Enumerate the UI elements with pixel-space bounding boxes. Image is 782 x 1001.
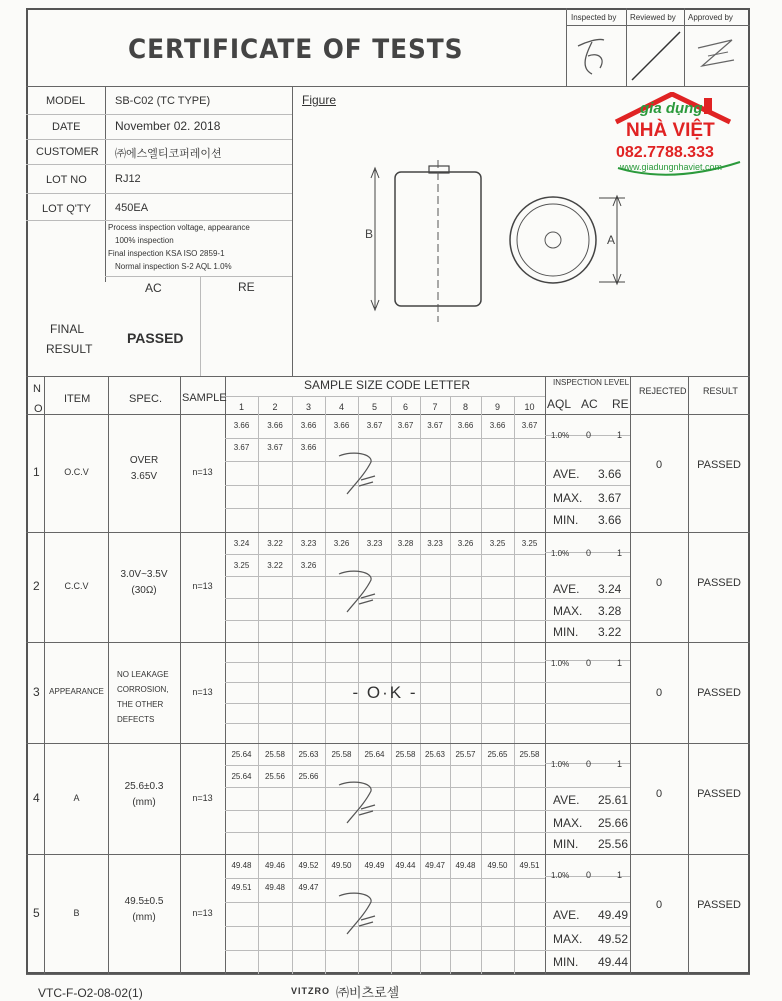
row-spec: 49.5±0.5 [124,896,164,907]
reviewed-by-label: Reviewed by [630,13,676,22]
row-item: O.C.V [64,467,89,477]
ave-label: AVE. [553,908,580,922]
ac-value: 0 [586,430,592,440]
lot-no-label: LOT NO [46,174,87,186]
inspector-signature [570,32,624,82]
row-spec: NO LEAKAGE [117,670,169,679]
grid-line [225,508,545,509]
sample-column-header: 4 [338,402,344,412]
sample-value: 49.44 [395,861,416,870]
row-spec: OVER [129,455,159,466]
approver-signature [688,30,748,82]
max-label: MAX. [553,932,583,946]
sample-value: 3.66 [489,421,506,430]
grid-line [545,926,630,927]
sample-value: 3.66 [333,421,350,430]
page-title: CERTIFICATE OF TESTS [128,34,464,65]
aql-value: 1.0% [551,659,570,668]
grid-line [545,902,630,903]
max-value: 25.66 [598,816,629,830]
reviewer-signature [628,28,684,84]
grid-line [225,438,545,439]
grid-line [225,810,545,811]
company-mark: VITZRO [291,986,330,996]
re-value: 1 [617,548,623,558]
final-label: RESULT [46,342,93,356]
grid-line [225,703,545,704]
grid-line [545,832,630,833]
grid-line [545,508,630,509]
grid-line [545,950,630,951]
sample-value: 3.25 [521,539,538,548]
approval-divider [566,8,567,86]
sample-value: 3.28 [397,539,414,548]
row-item: A [73,792,80,803]
grid-line [225,723,545,724]
info-row-line [26,139,292,140]
sample-value: 3.67 [521,421,538,430]
inspection-level-header: INSPECTION LEVEL [553,378,630,387]
grid-line [225,598,545,599]
aql-value: 1.0% [551,431,570,440]
sample-value: 3.66 [457,421,474,430]
info-divider [105,86,106,282]
re-label: RE [238,280,255,294]
sample-value: 25.64 [364,750,385,759]
sample-value: 3.26 [457,539,474,548]
sample-value: 3.25 [489,539,506,548]
info-row-line [26,193,292,194]
aql-value: 1.0% [551,871,570,880]
row-border [26,854,750,855]
row-number: 2 [33,579,40,593]
row-spec: CORROSION, [117,685,169,694]
sample-value: 25.56 [264,772,286,781]
sample-value: 3.25 [233,561,250,570]
row-number: 1 [33,465,40,479]
watermark-url: www.giadungnhaviet.com [620,162,723,172]
date-label: DATE [52,121,81,133]
grid-line [545,810,630,811]
lot-qty-label: LOT Q'TY [42,203,91,215]
ac-value: 0 [586,658,592,668]
approval-divider [566,25,750,26]
ave-label: AVE. [553,582,580,596]
grid-line [545,723,630,724]
result-value: PASSED [697,687,741,699]
ave-value: 3.66 [598,467,622,481]
item-header: ITEM [64,393,91,405]
row-border [26,642,750,643]
grid-line [225,765,545,766]
grid-line [225,902,545,903]
min-value: 3.22 [598,625,622,639]
dim-b-label: B [365,227,374,241]
row-spec: DEFECTS [117,715,155,724]
ac-value: 0 [586,870,592,880]
rejected-value: 0 [655,459,663,471]
sample-value: 3.67 [366,421,383,430]
sample-value: 3.23 [366,539,383,548]
row-sample: n=13 [192,686,213,697]
sample-value: 25.58 [264,750,286,759]
sample-value: 49.49 [364,861,385,870]
row-item: B [73,908,80,918]
re-value: 1 [617,430,623,440]
final-result: PASSED [127,330,184,346]
result-value: PASSED [697,899,741,911]
grid-line [545,682,630,683]
sample-value: 3.67 [233,443,250,452]
document-number: VTC-F-O2-08-02(1) [38,986,143,1000]
sample-value: 3.67 [427,421,443,430]
no-header: O [34,403,43,415]
max-value: 3.28 [598,604,622,618]
min-label: MIN. [553,955,579,969]
grid-line [225,950,545,951]
col-line [44,376,45,974]
col-line [545,376,546,974]
row-number: 3 [33,684,40,699]
process-note: Normal inspection S-2 AQL 1.0% [115,262,232,271]
info-row-line [26,164,292,165]
sample-value: 25.58 [519,750,540,759]
sample-value: 3.26 [333,539,350,548]
lot-qty-value: 450EA [115,202,149,214]
company-name: ㈜비츠로셀 [336,985,400,1000]
max-value: 3.67 [598,491,622,505]
grid-line [545,620,630,621]
grid-line [225,832,545,833]
final-divider [200,276,201,376]
grid-line [225,576,545,577]
approval-divider [626,8,627,86]
model-value: SB-C02 (TC TYPE) [115,95,211,107]
info-row-line [26,114,292,115]
sample-value: 49.50 [487,861,508,870]
ave-label: AVE. [553,467,580,481]
row-border [26,532,750,533]
sample-value: 3.23 [427,539,443,548]
sample-value: 3.22 [267,561,283,570]
sample-value: 3.66 [233,421,250,430]
max-label: MAX. [553,816,583,830]
sample-value: 49.47 [424,861,446,870]
grid-line [545,598,630,599]
sample-column-header: 7 [432,402,438,412]
row-spec: (mm) [132,796,156,808]
sample-value: 3.67 [267,443,283,452]
row-sample: n=13 [192,792,213,803]
sample-column-header: 1 [238,402,244,412]
sample-value: 25.66 [298,772,319,781]
sample-column-header: 9 [494,402,500,412]
result-value: PASSED [697,577,741,589]
max-label: MAX. [553,604,583,618]
checkmark-signature [335,568,385,618]
watermark-logo [612,92,742,178]
grid-line [545,787,630,788]
sample-value: 3.23 [300,539,317,548]
row-sample: n=13 [192,581,213,591]
info-row-line [26,220,292,221]
aql-header: AQL [547,397,572,411]
rejected-value: 0 [655,577,663,589]
re-value: 1 [617,658,623,668]
rejected-header: REJECTED [639,386,687,396]
sample-column-header: 8 [462,402,468,412]
grid-line [225,461,545,462]
ac-value: 0 [586,759,592,769]
row-spec: THE OTHER [117,700,164,709]
rejected-value: 0 [655,899,663,911]
min-value: 49.44 [598,955,629,969]
ave-label: AVE. [553,793,580,807]
result-header: RESULT [703,386,738,396]
row-item: APPEARANCE [49,686,104,696]
re-header: RE [612,397,629,411]
row-border [26,743,750,744]
sample-value: 49.51 [231,883,252,892]
header-bottom-line [26,414,750,415]
row-sample: n=13 [192,467,213,477]
re-value: 1 [617,870,623,880]
sample-value: 49.52 [298,861,319,870]
result-value: PASSED [697,459,741,471]
sample-value: 49.51 [519,861,540,870]
sample-column-header: 2 [272,402,278,412]
ac-label: AC [145,281,162,295]
battery-figure [355,160,645,330]
checkmark-signature [335,779,385,829]
row-spec: 3.65V [130,471,158,482]
ok-stamp: - O·K - [352,682,418,702]
date-value: November 02. 2018 [115,119,221,133]
grid-line [225,926,545,927]
final-label: FINAL [50,322,85,336]
sample-value: 3.26 [300,561,317,570]
grid-line [225,878,545,879]
grid-line [545,485,630,486]
sample-value: 49.46 [264,861,286,870]
checkmark-signature [335,890,385,940]
grid-line [225,662,545,663]
sample-header: SAMPLE [182,392,227,404]
row-spec: (30Ω) [131,585,157,596]
max-value: 49.52 [598,932,629,946]
grid-line [545,703,630,704]
min-label: MIN. [553,837,579,851]
sample-value: 3.22 [267,539,283,548]
sample-value: 49.48 [455,861,476,870]
row-border [26,974,750,975]
no-header: N [33,383,41,395]
sample-value: 25.57 [455,750,476,759]
rejected-value: 0 [655,687,663,699]
sample-value: 3.66 [300,421,317,430]
figure-label: Figure [302,93,337,107]
min-label: MIN. [553,625,579,639]
grid-line [545,576,630,577]
min-value: 3.66 [598,513,622,527]
sample-value: 49.47 [298,883,319,892]
aql-value: 1.0% [551,760,570,769]
row-spec: (mm) [132,912,156,923]
sample-value: 3.67 [397,421,414,430]
row-spec: 25.6±0.3 [124,780,164,792]
figure-divider [292,86,293,376]
sample-value: 25.63 [424,750,446,759]
sample-value: 3.66 [300,443,317,452]
process-note: Process inspection voltage, appearance [108,223,250,232]
customer-value: ㈜에스엘티코퍼레이션 [115,148,222,160]
customer-label: CUSTOMER [36,146,99,158]
dim-a-label: A [607,233,616,247]
process-note: Final inspection KSA ISO 2859-1 [108,249,225,258]
watermark-phone: 082.7788.333 [616,144,714,161]
model-label: MODEL [46,95,86,107]
ave-value: 49.49 [598,908,629,922]
sample-value: 25.58 [395,750,416,759]
sample-value: 49.48 [231,861,252,870]
sample-column-header: 10 [524,402,535,412]
watermark-line1: gia dụng [640,100,703,117]
row-item: C.C.V [64,581,89,591]
sample-value: 25.65 [487,750,508,759]
header-divider [26,86,750,87]
checkmark-signature [335,450,385,500]
col-line [180,376,181,974]
table-top-border [26,376,750,377]
result-value: PASSED [697,788,741,800]
sample-value: 49.50 [331,861,352,870]
sample-value: 25.58 [331,750,352,759]
row-spec: 3.0V~3.5V [120,569,168,580]
re-value: 1 [617,759,623,769]
spec-header: SPEC. [129,393,163,405]
max-label: MAX. [553,491,583,505]
grid-line [225,620,545,621]
inspected-by-label: Inspected by [571,13,617,22]
header-sub-line [225,396,545,397]
aql-value: 1.0% [551,549,570,558]
info-row-line [105,276,292,277]
lot-no-value: RJ12 [115,173,141,185]
row-number: 4 [33,790,40,805]
sample-value: 25.63 [298,750,319,759]
ave-value: 3.24 [598,582,622,596]
min-label: MIN. [553,513,579,527]
ac-value: 0 [586,548,592,558]
ac-header: AC [581,397,598,411]
ave-value: 25.61 [598,793,629,807]
sample-value: 3.24 [233,539,250,548]
min-value: 25.56 [598,837,629,851]
sample-column-header: 5 [371,402,377,412]
grid-line [545,461,630,462]
rejected-value: 0 [655,788,663,800]
approved-by-label: Approved by [688,13,733,22]
sample-value: 25.64 [231,750,252,759]
sample-value: 3.66 [267,421,283,430]
grid-line [225,554,545,555]
row-number: 5 [33,906,40,920]
sample-value: 25.64 [231,772,252,781]
approval-divider [684,8,685,86]
sample-size-header: SAMPLE SIZE CODE LETTER [304,378,471,392]
process-note: 100% inspection [115,236,174,245]
row-sample: n=13 [192,908,213,918]
grid-line [225,485,545,486]
sample-column-header: 6 [402,402,408,412]
grid-line [225,787,545,788]
watermark-line2: NHÀ VIỆT [626,120,715,141]
sample-column-header: 3 [305,402,311,412]
sample-value: 49.48 [264,883,286,892]
